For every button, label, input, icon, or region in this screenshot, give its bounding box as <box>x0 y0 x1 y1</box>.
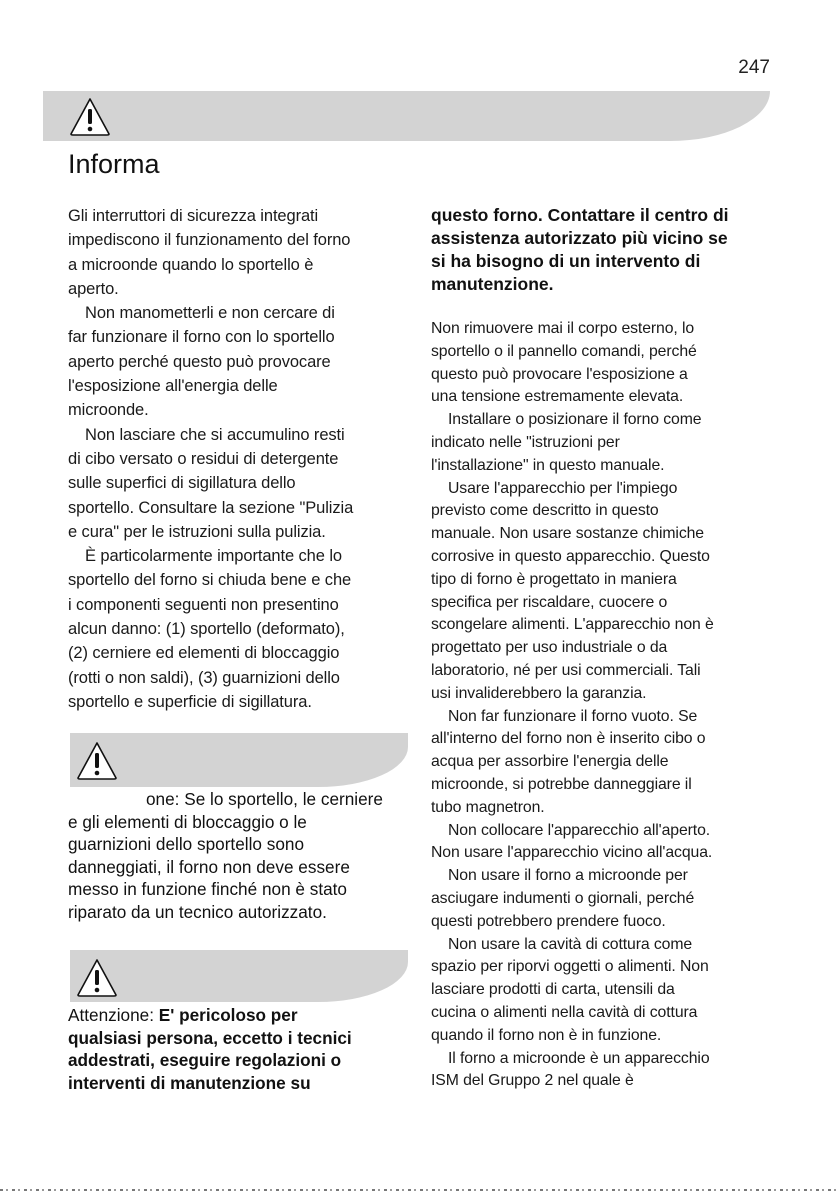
service-warning-text <box>68 1004 413 1094</box>
body-line <box>431 318 776 341</box>
body-line <box>431 569 776 592</box>
body-line <box>68 398 413 422</box>
body-line <box>431 865 776 888</box>
body-line <box>68 301 413 325</box>
warning-line <box>68 788 413 811</box>
section-heading: Informa <box>68 149 160 179</box>
body-line <box>431 956 776 979</box>
page-number: 247 <box>738 57 770 78</box>
body-line <box>431 1002 776 1025</box>
body-line <box>431 660 776 683</box>
body-line <box>431 500 776 523</box>
line-text: laboratorio, né per usi commerciali. Tali <box>431 661 701 679</box>
line-text: l'esposizione all'energia delle <box>68 377 278 396</box>
body-line <box>431 728 776 751</box>
line-text: lasciare prodotti di carta, utensili da <box>431 981 675 999</box>
body-line <box>68 496 413 520</box>
service-warning <box>68 1004 413 1094</box>
body-line <box>431 341 776 364</box>
body-line <box>68 568 413 592</box>
line-text: Non manometterli e non cercare di <box>85 304 335 323</box>
right-column-body <box>431 318 776 1093</box>
line-text: e cura" per le istruzioni sulla pulizia. <box>68 522 326 541</box>
line-text: previsto come descritto in questo <box>431 502 659 520</box>
line-text: una tensione estremamente elevata. <box>431 388 684 406</box>
left-column-body <box>68 204 413 714</box>
line-text: sportello del forno si chiuda bene e che <box>68 571 352 590</box>
line-text: sportello o il pannello comandi, perché <box>431 342 697 360</box>
bold-line: assistenza autorizzato più vicino se <box>431 228 728 248</box>
line-text: manuale. Non usare sostanze chimiche <box>431 525 704 543</box>
body-line <box>68 593 413 617</box>
line-text: Non far funzionare il forno vuoto. Se <box>448 707 698 725</box>
line-text: scongelare alimenti. L'apparecchio non è <box>431 616 714 634</box>
door-damage-warning-text <box>68 788 413 923</box>
line-text: Usare l'apparecchio per l'impiego <box>448 479 678 497</box>
line-text: sulle superfici di sigillatura dello <box>68 474 296 493</box>
body-line <box>68 325 413 349</box>
body-line <box>431 592 776 615</box>
warning-triangle-icon <box>69 97 111 137</box>
body-line <box>431 820 776 843</box>
line-text: corrosive in questo apparecchio. Questo <box>431 547 710 565</box>
line-text: riparato da un tecnico autorizzato. <box>68 901 327 922</box>
line-text: e gli elementi di bloccaggio o le <box>68 811 307 832</box>
body-line <box>68 617 413 641</box>
line-text: Non usare la cavità di cottura come <box>448 935 693 953</box>
line-text: Non collocare l'apparecchio all'aperto. <box>448 821 711 839</box>
line-text: far funzionare il forno con lo sportello <box>68 328 335 347</box>
line-text: Non rimuovere mai il corpo esterno, lo <box>431 320 695 337</box>
body-line <box>431 614 776 637</box>
body-line <box>431 751 776 774</box>
line-text: sportello e superficie di sigillatura. <box>68 692 312 711</box>
line-text: Non usare il forno a microonde per <box>448 867 688 885</box>
body-line <box>431 797 776 820</box>
line-text: tubo magnetron. <box>431 798 545 816</box>
body-line <box>431 637 776 660</box>
body-line <box>431 842 776 865</box>
line-text: ISM del Gruppo 2 nel quale è <box>431 1072 634 1090</box>
body-line <box>431 386 776 409</box>
line-text: impediscono il funzionamento del forno <box>68 231 351 250</box>
line-text: Non usare l'apparecchio vicino all'acqua. <box>431 844 713 862</box>
body-line <box>431 432 776 455</box>
body-line <box>68 350 413 374</box>
line-text: indicato nelle "istruzioni per <box>431 433 620 451</box>
attention-bold-start: E' pericoloso per <box>158 1005 298 1025</box>
line-text: aperto perché questo può provocare <box>68 352 331 371</box>
warning-line <box>68 811 413 834</box>
door-damage-warning <box>68 788 413 923</box>
body-line <box>431 523 776 546</box>
warning-banner-top <box>43 91 770 141</box>
body-line <box>68 471 413 495</box>
body-line <box>68 423 413 447</box>
body-line <box>431 455 776 478</box>
line-text: progettato per uso industriale o da <box>431 639 668 657</box>
line-text: (rotti o non saldi), (3) guarnizioni dello <box>68 668 340 687</box>
body-line <box>68 277 413 301</box>
line-text: questo può provocare l'esposizione a <box>431 365 688 383</box>
right-column-bold <box>431 204 776 296</box>
line-text: alcun danno: (1) sportello (deformato), <box>68 620 345 639</box>
body-line <box>431 979 776 1002</box>
safety-instructions-paragraph <box>431 318 776 1093</box>
bold-line: questo forno. Contattare il centro di <box>431 205 729 225</box>
service-warning-continued <box>431 204 776 296</box>
line-text: danneggiati, il forno non deve essere <box>68 856 350 877</box>
body-line <box>68 690 413 714</box>
body-line <box>68 666 413 690</box>
warning-triangle-icon <box>76 741 118 781</box>
line-text: sportello. Consultare la sezione "Pulizia <box>68 498 354 517</box>
line-text: asciugare indumenti o giornali, perché <box>431 889 695 907</box>
safety-interlock-paragraph <box>68 204 413 714</box>
attention-line: addestrati, eseguire regolazioni o <box>68 1050 342 1070</box>
bold-line: si ha bisogno di un intervento di <box>431 251 701 271</box>
body-line <box>431 888 776 911</box>
line-text: questi potrebbero prendere fuoco. <box>431 912 666 930</box>
line-text: a microonde quando lo sportello è <box>68 255 314 274</box>
line-text: cucina o alimenti nella cavità di cottura <box>431 1003 698 1021</box>
warning-line <box>68 833 413 856</box>
line-text: Il forno a microonde è un apparecchio <box>448 1049 710 1067</box>
line-text: acqua per assorbire l'energia delle <box>431 753 669 771</box>
body-line <box>68 520 413 544</box>
line-text: Installare o posizionare il forno come <box>448 411 702 429</box>
line-text: di cibo versato o residui di detergente <box>68 449 339 468</box>
body-line <box>431 409 776 432</box>
line-text: microonde. <box>68 401 149 420</box>
line-text: one: Se lo sportello, le cerniere <box>146 789 383 809</box>
line-text: quando il forno non è in funzione. <box>431 1026 662 1044</box>
line-text: tipo di forno è progettato in maniera <box>431 570 677 588</box>
line-text: Non lasciare che si accumulino resti <box>85 425 345 444</box>
warning-line <box>68 901 413 924</box>
line-text: i componenti seguenti non presentino <box>68 595 339 614</box>
warning-banner-middle <box>70 733 408 787</box>
line-text: spazio per riporvi oggetti o alimenti. Non <box>431 958 709 976</box>
line-text: guarnizioni dello sportello sono <box>68 834 305 854</box>
body-line <box>431 706 776 729</box>
body-line <box>431 683 776 706</box>
line-text: aperto. <box>68 279 119 298</box>
line-text: microonde, si potrebbe danneggiare il <box>431 775 692 793</box>
body-line <box>431 1070 776 1093</box>
body-line <box>431 1048 776 1071</box>
body-line <box>431 911 776 934</box>
warning-triangle-icon <box>76 958 118 998</box>
line-text: specifica per riscaldare, cuocere o <box>431 593 668 611</box>
body-line <box>68 374 413 398</box>
body-line <box>68 228 413 252</box>
warning-line <box>68 878 413 901</box>
body-line <box>68 641 413 665</box>
body-line <box>68 204 413 228</box>
body-line <box>431 364 776 387</box>
attention-line: qualsiasi persona, eccetto i tecnici <box>68 1027 352 1048</box>
line-text: messo in funzione finché non è stato <box>68 879 347 899</box>
attention-line: interventi di manutenzione su <box>68 1072 311 1093</box>
warning-banner-bottom <box>70 950 408 1002</box>
body-line <box>431 774 776 797</box>
line-text: all'interno del forno non è inserito cibo o <box>431 730 706 748</box>
line-text: È particolarmente importante che lo <box>85 547 342 566</box>
line-text: (2) cerniere ed elementi di bloccaggio <box>68 644 340 663</box>
body-line <box>68 544 413 568</box>
line-text: l'installazione" in questo manuale. <box>431 456 665 474</box>
body-line <box>431 934 776 957</box>
body-line <box>68 447 413 471</box>
body-line <box>431 546 776 569</box>
body-line <box>68 253 413 277</box>
line-text: usi invaliderebbero la garanzia. <box>431 684 647 702</box>
body-line <box>431 1025 776 1048</box>
warning-line <box>68 856 413 879</box>
body-line <box>431 478 776 501</box>
line-text: Gli interruttori di sicurezza integrati <box>68 207 319 225</box>
attention-label: Attenzione: <box>68 1005 159 1025</box>
bold-line: manutenzione. <box>431 274 554 294</box>
